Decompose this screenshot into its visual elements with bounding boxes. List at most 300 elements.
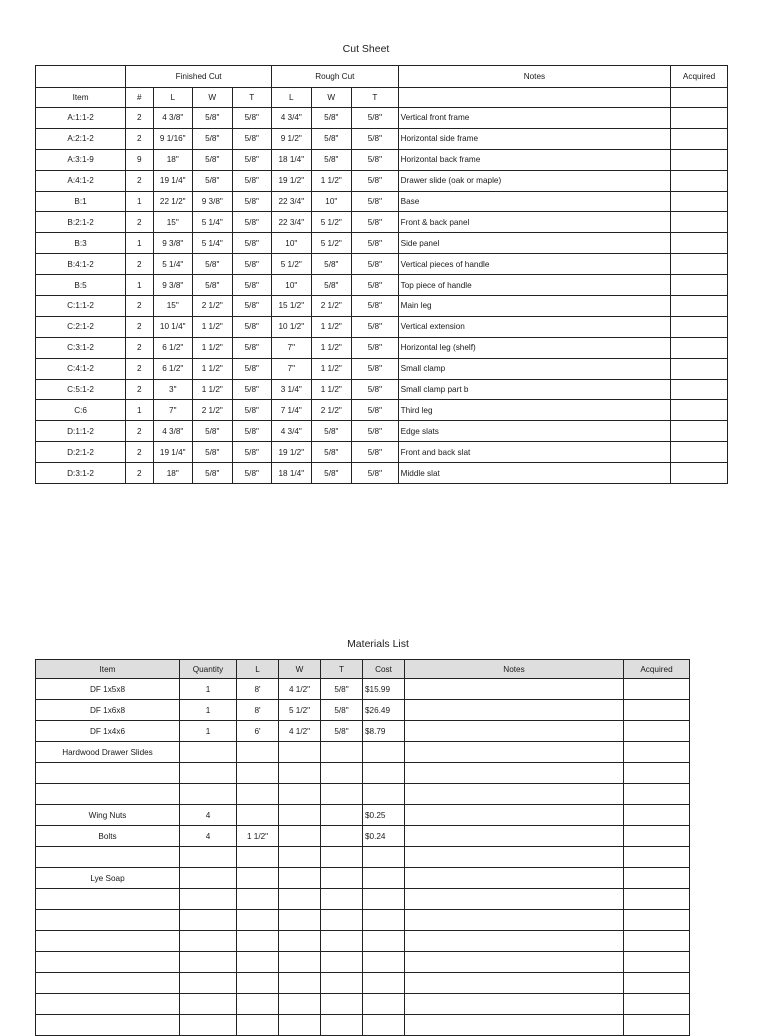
table-row bbox=[36, 889, 690, 910]
finished-thickness-cell: 5/8" bbox=[232, 316, 272, 337]
thickness-cell: 5/8" bbox=[321, 679, 363, 700]
acquired-cell bbox=[624, 910, 690, 931]
table-row bbox=[36, 128, 728, 149]
quantity-cell bbox=[180, 763, 237, 784]
rough-width-cell: 1 1/2" bbox=[311, 379, 352, 400]
notes-cell bbox=[405, 931, 624, 952]
rough-width-cell: 5/8" bbox=[311, 128, 352, 149]
quantity-cell: 2 bbox=[126, 170, 153, 191]
length-cell bbox=[237, 847, 279, 868]
finished-width-cell: 1 1/2" bbox=[193, 337, 233, 358]
quantity-cell: 1 bbox=[126, 275, 153, 296]
quantity-cell: 1 bbox=[126, 233, 153, 254]
rough-width-cell: 10" bbox=[311, 191, 352, 212]
finished-thickness-cell: 5/8" bbox=[232, 421, 272, 442]
item-id-cell: D:2:1-2 bbox=[36, 442, 126, 463]
table-row bbox=[36, 994, 690, 1015]
thickness-cell bbox=[321, 742, 363, 763]
finished-length-cell: 6 1/2" bbox=[153, 358, 193, 379]
quantity-cell: 1 bbox=[180, 679, 237, 700]
column-header: L bbox=[153, 88, 193, 108]
finished-thickness-cell: 5/8" bbox=[232, 212, 272, 233]
cost-cell: $8.79 bbox=[363, 721, 405, 742]
finished-width-cell: 5/8" bbox=[193, 108, 233, 129]
column-header: Acquired bbox=[624, 660, 690, 679]
rough-length-cell: 19 1/2" bbox=[272, 170, 312, 191]
table-row bbox=[36, 826, 690, 847]
quantity-cell bbox=[180, 868, 237, 889]
item-cell bbox=[36, 847, 180, 868]
item-cell bbox=[36, 973, 180, 994]
width-cell bbox=[279, 994, 321, 1015]
acquired-header: Acquired bbox=[671, 66, 728, 88]
width-cell bbox=[279, 847, 321, 868]
acquired-cell bbox=[671, 379, 728, 400]
finished-width-cell: 5 1/4" bbox=[193, 233, 233, 254]
rough-thickness-cell: 5/8" bbox=[352, 254, 399, 275]
length-cell bbox=[237, 784, 279, 805]
finished-width-cell: 2 1/2" bbox=[193, 400, 233, 421]
column-header: Quantity bbox=[180, 660, 237, 679]
item-cell: DF 1x5x8 bbox=[36, 679, 180, 700]
item-cell: DF 1x6x8 bbox=[36, 700, 180, 721]
quantity-cell: 2 bbox=[126, 442, 153, 463]
item-id-cell: C:5:1-2 bbox=[36, 379, 126, 400]
thickness-cell bbox=[321, 1015, 363, 1036]
rough-length-cell: 22 3/4" bbox=[272, 212, 312, 233]
acquired-cell bbox=[671, 108, 728, 129]
quantity-cell bbox=[180, 847, 237, 868]
finished-length-cell: 22 1/2" bbox=[153, 191, 193, 212]
rough-thickness-cell: 5/8" bbox=[352, 108, 399, 129]
header-blank bbox=[36, 66, 126, 88]
acquired-cell bbox=[671, 191, 728, 212]
quantity-cell bbox=[180, 1015, 237, 1036]
acquired-cell bbox=[624, 994, 690, 1015]
acquired-cell bbox=[624, 805, 690, 826]
item-id-cell: A:4:1-2 bbox=[36, 170, 126, 191]
acquired-cell bbox=[624, 784, 690, 805]
column-header: Notes bbox=[405, 660, 624, 679]
notes-cell: Third leg bbox=[398, 400, 671, 421]
rough-thickness-cell: 5/8" bbox=[352, 128, 399, 149]
length-cell: 8' bbox=[237, 700, 279, 721]
acquired-cell bbox=[671, 233, 728, 254]
finished-length-cell: 6 1/2" bbox=[153, 337, 193, 358]
table-row bbox=[36, 931, 690, 952]
acquired-cell bbox=[624, 679, 690, 700]
cut-sheet-column-header bbox=[36, 88, 728, 108]
width-cell bbox=[279, 784, 321, 805]
column-header: Cost bbox=[363, 660, 405, 679]
quantity-cell bbox=[180, 994, 237, 1015]
quantity-cell: 2 bbox=[126, 254, 153, 275]
rough-thickness-cell: 5/8" bbox=[352, 358, 399, 379]
notes-cell bbox=[405, 994, 624, 1015]
thickness-cell bbox=[321, 763, 363, 784]
item-id-cell: D:3:1-2 bbox=[36, 463, 126, 484]
notes-cell bbox=[405, 826, 624, 847]
notes-cell bbox=[405, 763, 624, 784]
rough-length-cell: 7 1/4" bbox=[272, 400, 312, 421]
finished-cut-header: Finished Cut bbox=[126, 66, 272, 88]
thickness-cell bbox=[321, 805, 363, 826]
rough-width-cell: 1 1/2" bbox=[311, 337, 352, 358]
notes-cell: Horizontal leg (shelf) bbox=[398, 337, 671, 358]
column-header: T bbox=[321, 660, 363, 679]
cost-cell bbox=[363, 763, 405, 784]
finished-width-cell: 1 1/2" bbox=[193, 379, 233, 400]
finished-length-cell: 9 3/8" bbox=[153, 233, 193, 254]
rough-width-cell: 5 1/2" bbox=[311, 233, 352, 254]
finished-width-cell: 5/8" bbox=[193, 128, 233, 149]
finished-width-cell: 5/8" bbox=[193, 170, 233, 191]
column-header: W bbox=[193, 88, 233, 108]
quantity-cell: 4 bbox=[180, 826, 237, 847]
quantity-cell: 9 bbox=[126, 149, 153, 170]
item-cell bbox=[36, 994, 180, 1015]
rough-thickness-cell: 5/8" bbox=[352, 337, 399, 358]
acquired-cell bbox=[671, 149, 728, 170]
notes-header: Notes bbox=[398, 66, 671, 88]
item-id-cell: C:6 bbox=[36, 400, 126, 421]
finished-width-cell: 1 1/2" bbox=[193, 358, 233, 379]
notes-cell bbox=[405, 721, 624, 742]
item-id-cell: C:3:1-2 bbox=[36, 337, 126, 358]
table-row bbox=[36, 275, 728, 296]
item-id-cell: C:1:1-2 bbox=[36, 296, 126, 317]
finished-width-cell: 5/8" bbox=[193, 275, 233, 296]
notes-cell: Drawer slide (oak or maple) bbox=[398, 170, 671, 191]
finished-thickness-cell: 5/8" bbox=[232, 296, 272, 317]
column-header: Item bbox=[36, 88, 126, 108]
rough-length-cell: 7" bbox=[272, 358, 312, 379]
item-cell bbox=[36, 952, 180, 973]
rough-thickness-cell: 5/8" bbox=[352, 212, 399, 233]
notes-cell bbox=[405, 1015, 624, 1036]
table-row bbox=[36, 400, 728, 421]
table-row bbox=[36, 973, 690, 994]
quantity-cell: 2 bbox=[126, 463, 153, 484]
width-cell: 4 1/2" bbox=[279, 721, 321, 742]
item-cell: Wing Nuts bbox=[36, 805, 180, 826]
cut-sheet-group-header bbox=[36, 66, 728, 88]
finished-thickness-cell: 5/8" bbox=[232, 108, 272, 129]
finished-width-cell: 9 3/8" bbox=[193, 191, 233, 212]
quantity-cell bbox=[180, 910, 237, 931]
acquired-cell bbox=[624, 700, 690, 721]
length-cell bbox=[237, 805, 279, 826]
table-row bbox=[36, 170, 728, 191]
quantity-cell bbox=[180, 784, 237, 805]
notes-cell bbox=[405, 742, 624, 763]
rough-width-cell: 5/8" bbox=[311, 421, 352, 442]
thickness-cell bbox=[321, 931, 363, 952]
notes-cell: Base bbox=[398, 191, 671, 212]
quantity-cell: 2 bbox=[126, 379, 153, 400]
cost-cell bbox=[363, 931, 405, 952]
length-cell bbox=[237, 763, 279, 784]
rough-width-cell: 5/8" bbox=[311, 254, 352, 275]
column-header: L bbox=[237, 660, 279, 679]
table-row bbox=[36, 212, 728, 233]
cost-cell bbox=[363, 784, 405, 805]
table-row bbox=[36, 296, 728, 317]
cost-cell bbox=[363, 1015, 405, 1036]
item-id-cell: B:1 bbox=[36, 191, 126, 212]
quantity-cell: 2 bbox=[126, 337, 153, 358]
length-cell bbox=[237, 910, 279, 931]
item-cell bbox=[36, 1015, 180, 1036]
table-row bbox=[36, 700, 690, 721]
acquired-cell bbox=[624, 952, 690, 973]
thickness-cell: 5/8" bbox=[321, 700, 363, 721]
table-row bbox=[36, 233, 728, 254]
table-row bbox=[36, 149, 728, 170]
quantity-cell bbox=[180, 952, 237, 973]
item-id-cell: B:3 bbox=[36, 233, 126, 254]
rough-thickness-cell: 5/8" bbox=[352, 316, 399, 337]
table-row bbox=[36, 847, 690, 868]
table-row bbox=[36, 763, 690, 784]
rough-length-cell: 22 3/4" bbox=[272, 191, 312, 212]
acquired-cell bbox=[624, 826, 690, 847]
quantity-cell bbox=[180, 889, 237, 910]
table-row bbox=[36, 742, 690, 763]
column-header-blank bbox=[398, 88, 671, 108]
notes-cell bbox=[405, 847, 624, 868]
rough-thickness-cell: 5/8" bbox=[352, 275, 399, 296]
acquired-cell bbox=[624, 889, 690, 910]
acquired-cell bbox=[624, 721, 690, 742]
table-row bbox=[36, 337, 728, 358]
acquired-cell bbox=[671, 358, 728, 379]
item-id-cell: D:1:1-2 bbox=[36, 421, 126, 442]
table-row bbox=[36, 379, 728, 400]
rough-width-cell: 1 1/2" bbox=[311, 316, 352, 337]
quantity-cell bbox=[180, 742, 237, 763]
item-cell bbox=[36, 910, 180, 931]
finished-length-cell: 4 3/8" bbox=[153, 108, 193, 129]
notes-cell bbox=[405, 952, 624, 973]
item-cell: DF 1x4x6 bbox=[36, 721, 180, 742]
finished-thickness-cell: 5/8" bbox=[232, 463, 272, 484]
acquired-cell bbox=[624, 931, 690, 952]
item-id-cell: B:5 bbox=[36, 275, 126, 296]
finished-width-cell: 5/8" bbox=[193, 442, 233, 463]
finished-length-cell: 10 1/4" bbox=[153, 316, 193, 337]
table-row bbox=[36, 108, 728, 129]
column-header: T bbox=[232, 88, 272, 108]
column-header: T bbox=[352, 88, 399, 108]
acquired-cell bbox=[671, 337, 728, 358]
width-cell bbox=[279, 763, 321, 784]
length-cell bbox=[237, 868, 279, 889]
width-cell bbox=[279, 805, 321, 826]
materials-list-title: Materials List bbox=[347, 638, 409, 650]
rough-length-cell: 10" bbox=[272, 275, 312, 296]
length-cell bbox=[237, 952, 279, 973]
rough-length-cell: 4 3/4" bbox=[272, 108, 312, 129]
thickness-cell bbox=[321, 784, 363, 805]
rough-thickness-cell: 5/8" bbox=[352, 421, 399, 442]
quantity-cell: 1 bbox=[180, 700, 237, 721]
item-cell bbox=[36, 889, 180, 910]
finished-width-cell: 5/8" bbox=[193, 149, 233, 170]
materials-list-table bbox=[35, 659, 690, 1036]
table-row bbox=[36, 910, 690, 931]
acquired-cell bbox=[624, 742, 690, 763]
table-row bbox=[36, 679, 690, 700]
length-cell: 1 1/2" bbox=[237, 826, 279, 847]
rough-thickness-cell: 5/8" bbox=[352, 442, 399, 463]
quantity-cell: 1 bbox=[126, 400, 153, 421]
materials-column-header bbox=[36, 660, 690, 679]
finished-length-cell: 7" bbox=[153, 400, 193, 421]
length-cell bbox=[237, 994, 279, 1015]
notes-cell bbox=[405, 889, 624, 910]
notes-cell: Edge slats bbox=[398, 421, 671, 442]
table-row bbox=[36, 784, 690, 805]
item-id-cell: A:1:1-2 bbox=[36, 108, 126, 129]
length-cell: 8' bbox=[237, 679, 279, 700]
width-cell bbox=[279, 1015, 321, 1036]
rough-cut-header: Rough Cut bbox=[272, 66, 399, 88]
cost-cell bbox=[363, 742, 405, 763]
notes-cell bbox=[405, 700, 624, 721]
length-cell bbox=[237, 1015, 279, 1036]
cost-cell bbox=[363, 952, 405, 973]
notes-cell bbox=[405, 679, 624, 700]
rough-length-cell: 18 1/4" bbox=[272, 149, 312, 170]
finished-thickness-cell: 5/8" bbox=[232, 379, 272, 400]
thickness-cell bbox=[321, 952, 363, 973]
item-cell: Bolts bbox=[36, 826, 180, 847]
finished-width-cell: 5/8" bbox=[193, 463, 233, 484]
column-header: Item bbox=[36, 660, 180, 679]
finished-width-cell: 5 1/4" bbox=[193, 212, 233, 233]
thickness-cell bbox=[321, 847, 363, 868]
rough-length-cell: 9 1/2" bbox=[272, 128, 312, 149]
acquired-cell bbox=[671, 212, 728, 233]
notes-cell: Front and back slat bbox=[398, 442, 671, 463]
finished-thickness-cell: 5/8" bbox=[232, 337, 272, 358]
item-id-cell: A:3:1-9 bbox=[36, 149, 126, 170]
width-cell bbox=[279, 826, 321, 847]
item-id-cell: C:4:1-2 bbox=[36, 358, 126, 379]
finished-thickness-cell: 5/8" bbox=[232, 191, 272, 212]
table-row bbox=[36, 316, 728, 337]
quantity-cell: 2 bbox=[126, 316, 153, 337]
rough-length-cell: 10 1/2" bbox=[272, 316, 312, 337]
column-header: W bbox=[279, 660, 321, 679]
quantity-cell: 4 bbox=[180, 805, 237, 826]
rough-length-cell: 15 1/2" bbox=[272, 296, 312, 317]
rough-width-cell: 5/8" bbox=[311, 149, 352, 170]
thickness-cell bbox=[321, 910, 363, 931]
notes-cell: Horizontal side frame bbox=[398, 128, 671, 149]
width-cell bbox=[279, 931, 321, 952]
finished-thickness-cell: 5/8" bbox=[232, 400, 272, 421]
quantity-cell: 2 bbox=[126, 128, 153, 149]
thickness-cell bbox=[321, 994, 363, 1015]
width-cell bbox=[279, 910, 321, 931]
width-cell bbox=[279, 973, 321, 994]
rough-length-cell: 18 1/4" bbox=[272, 463, 312, 484]
quantity-cell: 2 bbox=[126, 296, 153, 317]
quantity-cell: 1 bbox=[126, 191, 153, 212]
table-row bbox=[36, 1015, 690, 1036]
finished-length-cell: 19 1/4" bbox=[153, 170, 193, 191]
table-row bbox=[36, 442, 728, 463]
cost-cell bbox=[363, 889, 405, 910]
quantity-cell: 2 bbox=[126, 358, 153, 379]
notes-cell: Main leg bbox=[398, 296, 671, 317]
thickness-cell bbox=[321, 973, 363, 994]
rough-thickness-cell: 5/8" bbox=[352, 149, 399, 170]
rough-width-cell: 2 1/2" bbox=[311, 400, 352, 421]
item-cell: Lye Soap bbox=[36, 868, 180, 889]
column-header: # bbox=[126, 88, 153, 108]
table-row bbox=[36, 721, 690, 742]
finished-width-cell: 5/8" bbox=[193, 254, 233, 275]
item-id-cell: C:2:1-2 bbox=[36, 316, 126, 337]
cost-cell bbox=[363, 994, 405, 1015]
acquired-cell bbox=[671, 170, 728, 191]
rough-length-cell: 19 1/2" bbox=[272, 442, 312, 463]
cost-cell bbox=[363, 910, 405, 931]
finished-thickness-cell: 5/8" bbox=[232, 254, 272, 275]
table-row bbox=[36, 191, 728, 212]
acquired-cell bbox=[671, 421, 728, 442]
notes-cell: Vertical extension bbox=[398, 316, 671, 337]
rough-width-cell: 5/8" bbox=[311, 275, 352, 296]
notes-cell bbox=[405, 784, 624, 805]
acquired-cell bbox=[624, 1015, 690, 1036]
rough-thickness-cell: 5/8" bbox=[352, 191, 399, 212]
cost-cell bbox=[363, 973, 405, 994]
cost-cell: $0.25 bbox=[363, 805, 405, 826]
table-row bbox=[36, 868, 690, 889]
cost-cell: $26.49 bbox=[363, 700, 405, 721]
finished-length-cell: 18" bbox=[153, 149, 193, 170]
rough-width-cell: 5/8" bbox=[311, 108, 352, 129]
finished-length-cell: 19 1/4" bbox=[153, 442, 193, 463]
thickness-cell: 5/8" bbox=[321, 721, 363, 742]
cost-cell: $15.99 bbox=[363, 679, 405, 700]
quantity-cell: 2 bbox=[126, 212, 153, 233]
notes-cell bbox=[405, 805, 624, 826]
acquired-cell bbox=[671, 442, 728, 463]
acquired-cell bbox=[624, 973, 690, 994]
column-header: W bbox=[311, 88, 352, 108]
table-row bbox=[36, 805, 690, 826]
finished-thickness-cell: 5/8" bbox=[232, 233, 272, 254]
notes-cell: Vertical front frame bbox=[398, 108, 671, 129]
rough-thickness-cell: 5/8" bbox=[352, 233, 399, 254]
finished-thickness-cell: 5/8" bbox=[232, 275, 272, 296]
acquired-cell bbox=[671, 316, 728, 337]
notes-cell bbox=[405, 910, 624, 931]
finished-length-cell: 5 1/4" bbox=[153, 254, 193, 275]
quantity-cell: 1 bbox=[180, 721, 237, 742]
rough-thickness-cell: 5/8" bbox=[352, 296, 399, 317]
column-header: L bbox=[272, 88, 312, 108]
finished-thickness-cell: 5/8" bbox=[232, 358, 272, 379]
finished-thickness-cell: 5/8" bbox=[232, 128, 272, 149]
acquired-cell bbox=[624, 847, 690, 868]
cost-cell bbox=[363, 868, 405, 889]
